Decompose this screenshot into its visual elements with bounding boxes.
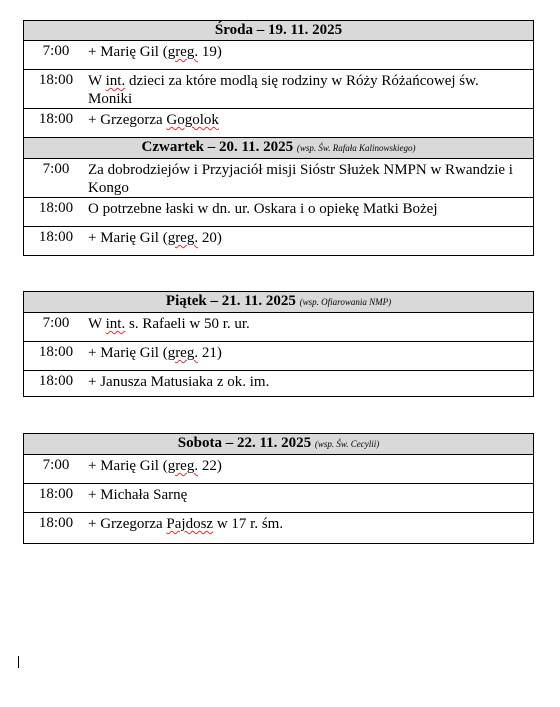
- mass-row: [24, 227, 534, 256]
- mass-row: [24, 484, 534, 513]
- day-table-friday: [23, 291, 534, 397]
- mass-row: [24, 371, 534, 397]
- day-title: Środa – 19. 11. 2025: [214, 22, 343, 38]
- mass-intention: W int. dzieci za które modlą się rodziny w Róży Różańcowej św. Moniki: [88, 73, 479, 107]
- mass-time: 18:00: [38, 200, 74, 216]
- day-note: (wsp. Ofiarowania NMP): [299, 297, 392, 307]
- mass-row: [24, 70, 534, 109]
- mass-time: 18:00: [38, 72, 74, 88]
- mass-time: 18:00: [38, 373, 74, 389]
- day-table-wednesday: [23, 20, 534, 256]
- mass-time: 18:00: [38, 344, 74, 360]
- day-title: Czwartek – 20. 11. 2025: [141, 139, 294, 155]
- mass-intention: W int. s. Rafaeli w 50 r. ur.: [88, 316, 250, 332]
- day-header: [24, 21, 534, 41]
- mass-time: 18:00: [38, 486, 74, 502]
- mass-row: [24, 342, 534, 371]
- mass-intention: + Grzegorza Gogolok: [88, 112, 219, 128]
- day-note: (wsp. Św. Rafała Kalinowskiego): [296, 143, 416, 153]
- day-header: [24, 434, 534, 455]
- mass-time: 7:00: [42, 457, 70, 473]
- day-table-saturday: [23, 433, 534, 544]
- day-header: [24, 292, 534, 313]
- mass-time: 7:00: [42, 315, 70, 331]
- mass-row: [24, 159, 534, 198]
- mass-intention: + Grzegorza Pajdosz w 17 r. śm.: [88, 516, 284, 532]
- mass-intention: + Marię Gil (greg. 21): [88, 345, 222, 361]
- mass-intention: + Marię Gil (greg. 19): [88, 44, 222, 60]
- mass-row: [24, 198, 534, 227]
- mass-intention: + Marię Gil (greg. 20): [88, 230, 222, 246]
- day-header: [24, 138, 534, 159]
- mass-time: 18:00: [38, 111, 74, 127]
- mass-row: [24, 513, 534, 544]
- mass-row: [24, 313, 534, 342]
- mass-intention: Za dobrodziejów i Przyjaciół misji Sióstr Służek NMPN w Rwandzie i Kongo: [88, 162, 513, 196]
- mass-time: 7:00: [42, 161, 70, 177]
- day-title: Sobota – 22. 11. 2025: [177, 435, 312, 451]
- day-title: Piątek – 21. 11. 2025: [165, 293, 296, 309]
- text-cursor: [18, 656, 19, 668]
- mass-intention: + Marię Gil (greg. 22): [88, 458, 222, 474]
- mass-row: [24, 455, 534, 484]
- mass-time: 18:00: [38, 515, 74, 531]
- mass-time: 7:00: [42, 43, 70, 59]
- mass-row: [24, 41, 534, 70]
- mass-intention: + Janusza Matusiaka z ok. im.: [88, 374, 270, 390]
- mass-intention: + Michała Sarnę: [88, 487, 188, 503]
- day-note: (wsp. Św. Cecylii): [314, 439, 380, 449]
- mass-row: [24, 109, 534, 138]
- mass-time: 18:00: [38, 229, 74, 245]
- mass-intention: O potrzebne łaski w dn. ur. Oskara i o opiekę Matki Bożej: [88, 201, 438, 217]
